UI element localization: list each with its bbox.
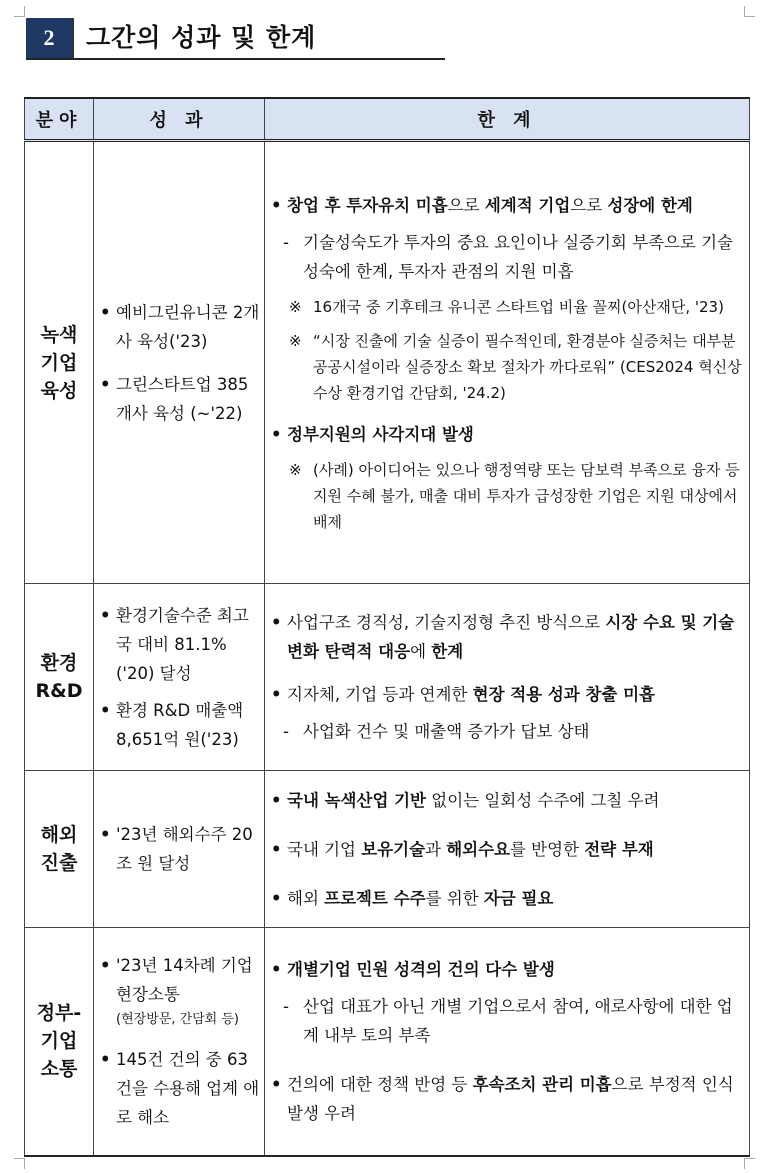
achievements-cell: [94, 141, 265, 584]
limit-detail: - 산업 대표가 아닌 개별 기업으로서 참여, 애로사항에 대한 업계 내부 토의 부족: [271, 992, 743, 1050]
limits-cell: [265, 141, 750, 584]
limits-cell: [265, 928, 750, 1156]
section-title: 그간의 성과 및 한계: [86, 23, 317, 52]
corner-mark-bottom-right: [744, 1158, 755, 1169]
corner-mark-bottom-left: [14, 1158, 25, 1169]
achievement-item: • '23년 14차례 기업 현장소통: [100, 951, 260, 1009]
achievements-cell: [94, 584, 265, 771]
corner-mark-top-left: [14, 6, 25, 17]
limit-item: • 정부지원의 사각지대 발생: [271, 420, 743, 449]
limit-note: ※ (사례) 아이디어는 있으나 행정역량 또는 담보력 부족으로 융자 등 지원 수혜 불가, 매출 대비 투자가 급성장한 기업은 지원 대상에서 배제: [271, 457, 743, 535]
column-header-limits: 한 계: [265, 98, 750, 141]
limit-item: • 해외 프로젝트 수주를 위한 자금 필요: [271, 884, 743, 913]
limit-item: • 건의에 대한 정책 반영 등 후속조치 관리 미흡으로 부정적 인식 발생 우려: [271, 1070, 743, 1128]
limit-detail: - 사업화 건수 및 매출액 증가가 답보 상태: [271, 717, 743, 746]
table-row: [25, 928, 750, 1156]
table-row: [25, 771, 750, 928]
limits-cell: [265, 771, 750, 928]
category-cell: 환경 R&D: [25, 584, 94, 771]
category-cell: 해외 진출: [25, 771, 94, 928]
limit-item: • 국내 기업 보유기술과 해외수요를 반영한 전략 부재: [271, 835, 743, 864]
achievement-subnote: (현장방문, 간담회 등): [116, 1011, 240, 1027]
column-header-achievements: 성 과: [94, 98, 265, 141]
category-cell: 녹색 기업 육성: [25, 141, 94, 584]
column-header-field: 분야: [25, 98, 94, 141]
achievement-item: • 145건 건의 중 63건을 수용해 업계 애로 해소: [100, 1045, 260, 1132]
table-row: [25, 141, 750, 584]
achievement-item: • 환경 R&D 매출액 8,651억 원('23): [100, 696, 260, 754]
limit-note: ※ “시장 진출에 기술 실증이 필수적인데, 환경분야 실증처는 대부분 공공시설이라 실증장소 확보 절차가 까다로워” (CES2024 혁신상 수상 환경기업 간담회, '24.2): [271, 328, 743, 406]
limits-cell: [265, 584, 750, 771]
achievement-item: • 그린스타트업 385개사 육성 (~'22): [100, 370, 260, 428]
table-row: [25, 584, 750, 771]
achievement-item: • 환경기술수준 최고국 대비 81.1%('20) 달성: [100, 601, 260, 688]
achievement-item: • '23년 해외수주 20조 원 달성: [100, 820, 260, 878]
header-divider: [72, 18, 74, 58]
title-underline: [26, 58, 445, 60]
achievements-cell: [94, 928, 265, 1156]
achievement-item: • 예비그린유니콘 2개사 육성('23): [100, 298, 260, 356]
limit-detail: - 기술성숙도가 투자의 중요 요인이나 실증기회 부족으로 기술성숙에 한계, 투자자 관점의 지원 미흡: [271, 228, 743, 286]
limit-item: • 개별기업 민원 성격의 건의 다수 발생: [271, 955, 743, 984]
limit-note: ※ 16개국 중 기후테크 유니콘 스타트업 비율 꼴찌(아산재단, '23): [271, 294, 743, 320]
achievements-cell: [94, 771, 265, 928]
table-header-row: [25, 98, 750, 141]
limit-item: • 사업구조 경직성, 기술지정형 추진 방식으로 시장 수요 및 기술 변화 탄력적 대응에 한계: [271, 608, 743, 666]
performance-limits-table: [24, 97, 750, 1157]
limit-item: • 국내 녹색산업 기반 없이는 일회성 수주에 그칠 우려: [271, 786, 743, 815]
limit-item: • 창업 후 투자유치 미흡으로 세계적 기업으로 성장에 한계: [271, 191, 743, 220]
section-number-badge: 2: [26, 18, 72, 58]
limit-item: • 지자체, 기업 등과 연계한 현장 적용 성과 창출 미흡: [271, 680, 743, 709]
corner-mark-top-right: [744, 6, 755, 17]
category-cell: 정부- 기업 소통: [25, 928, 94, 1156]
